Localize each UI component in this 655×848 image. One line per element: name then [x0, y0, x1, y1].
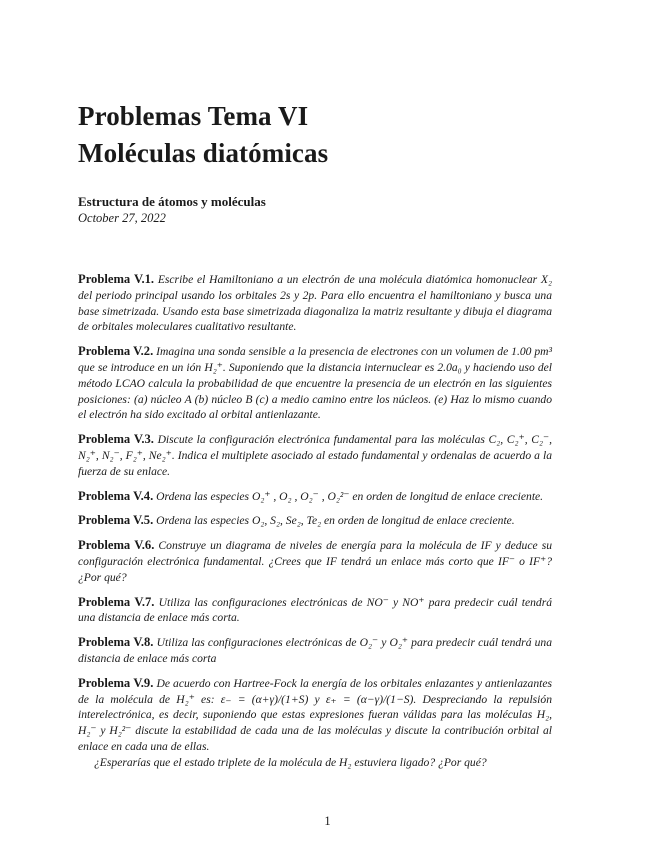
problem-label: Problema V.8.	[78, 635, 154, 650]
problem-label: Problema V.4.	[78, 488, 154, 503]
problem-v6	[78, 538, 552, 585]
problem-text: Construye un diagrama de niveles de energía para la molécula de IF y deduce su configuración electrónica fundamental. ¿Crees que IF tendrá un enlace más corto que IF⁻ o IF⁺? ¿Por qué?	[78, 539, 552, 584]
title-line-2: Moléculas diatómicas	[78, 138, 329, 168]
problem-label: Problema V.2.	[78, 344, 154, 359]
problem-v8	[78, 635, 552, 667]
problem-text: Utiliza las configuraciones electrónicas de O₂⁻ y O₂⁺ para predecir cuál tendrá una distancia de enlace más corta	[78, 636, 553, 665]
page-number: 1	[324, 814, 331, 828]
problem-text: Escribe el Hamiltoniano a un electrón de una molécula diatómica homonuclear X₂ del periodo principal usando los orbitales 2s y 2p. Para ello encuentra el hamiltoniano y busca una base simetrizada. Usando esta base simetrizada diagonaliza la matriz resultante y dibuja el diagrama de orbitales moleculares cualitativo resultante.	[78, 273, 552, 334]
problem-text: De acuerdo con Hartree-Fock la energía de los orbitales enlazantes y antienlazantes de la molécula de H₂⁺ es: ε₋ = (α+γ)/(1+S) y ε₊ = (α−γ)/(1−S). Despreciando la repulsión interelectrónica, es decir, suponiendo que estas expresiones fueran válidas para las moléculas H₂, H₂⁻ y H₂²⁻ discute la estabilidad de cada una de las moléculas y discute la contribución orbital al enlace en cada una de ellas.	[78, 676, 553, 753]
page-title	[78, 98, 598, 172]
problem-label: Problema V.9.	[78, 675, 154, 690]
problem-followup-question: ¿Esperarías que el estado triplete de la molécula de H₂ estuviera ligado? ¿Por qué?	[94, 755, 487, 769]
problem-text: Ordena las especies O₂⁺ , O₂ , O₂⁻ , O₂²⁻ en orden de longitud de enlace creciente.	[156, 489, 544, 503]
course-name: Estructura de átomos y moléculas	[78, 194, 266, 209]
problem-v2	[78, 344, 552, 423]
document-date: October 27, 2022	[78, 211, 166, 225]
problem-label: Problema V.6.	[78, 538, 155, 553]
problem-list	[78, 272, 552, 780]
problem-label: Problema V.7.	[78, 594, 155, 609]
problem-text: Discute la configuración electrónica fundamental para las moléculas C₂, C₂⁺, C₂⁻, N₂⁺, N₂⁻, F₂⁺, Ne₂⁺. Indica el multiplete asociado al estado fundamental y ordenalas de acuerdo a la fuerza de su enlace.	[78, 433, 552, 478]
problem-v1	[78, 272, 552, 335]
problem-label: Problema V.5.	[78, 513, 154, 528]
problem-v7	[78, 595, 552, 627]
problem-v3	[78, 432, 552, 479]
problem-text: Ordena las especies O₂, S₂, Se₂, Te₂ en orden de longitud de enlace creciente.	[156, 514, 515, 528]
problem-v4	[78, 489, 552, 505]
problem-label: Problema V.1.	[78, 272, 155, 286]
problem-text: Utiliza las configuraciones electrónicas de NO⁻ y NO⁺ para predecir cuál tendrá una distancia de enlace más corta.	[78, 595, 553, 625]
problem-v9	[78, 676, 552, 771]
problem-v5	[78, 513, 552, 529]
problem-text: Imagina una sonda sensible a la presencia de electrones con un volumen de 1.00 pm³ que se introduce en un ión H₂⁺. Suponiendo que la distancia internuclear es 2.0a₀ y haciendo uso del método LCAO calcula la probabilidad de que encuentre la presencia de un electrón en las siguientes posiciones: (a) núcleo A (b) núcleo B (c) a medio camino entre los núcleos. (e) Haz lo mismo cuando el electrón ha sido excitado al orbital antienlazante.	[78, 345, 552, 422]
problem-label: Problema V.3.	[78, 432, 154, 447]
title-line-1: Problemas Tema VI	[78, 101, 309, 131]
